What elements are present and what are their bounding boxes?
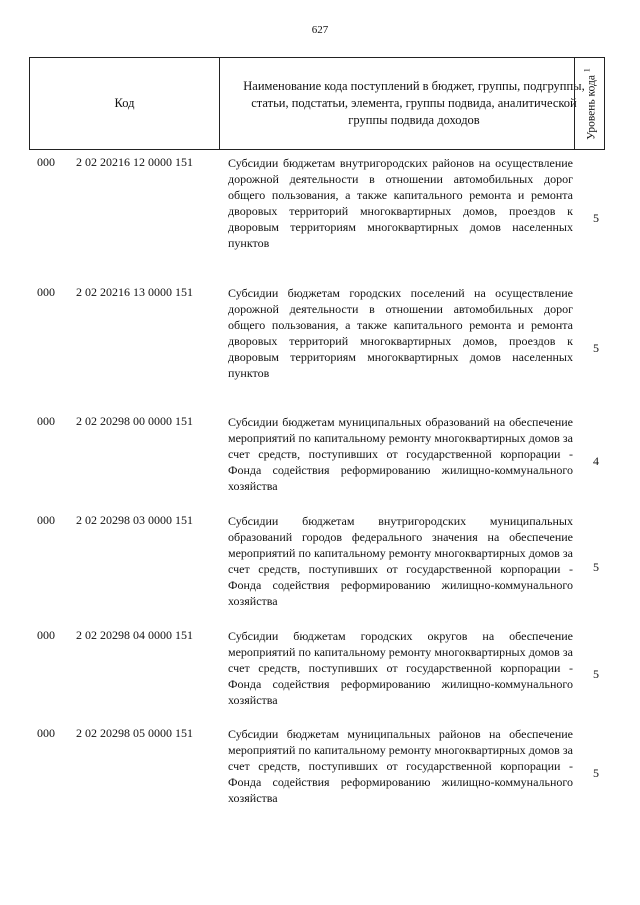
table-row [29, 628, 605, 708]
row-income-code: 2 02 20216 12 0000 151 [76, 155, 193, 169]
row-level: 5 [593, 211, 599, 225]
row-level: 5 [593, 667, 599, 681]
row-income-code: 2 02 20298 04 0000 151 [76, 628, 193, 642]
header-code: Код [30, 58, 220, 149]
row-admin-code: 000 [37, 155, 55, 169]
header-level-text: Уровень кода [584, 74, 597, 140]
row-income-code: 2 02 20298 03 0000 151 [76, 513, 193, 527]
row-admin-code: 000 [37, 726, 55, 740]
table-row [29, 155, 605, 267]
row-level: 4 [593, 454, 599, 468]
row-income-code: 2 02 20298 05 0000 151 [76, 726, 193, 740]
table-header [29, 57, 605, 150]
row-description: Субсидии бюджетам муниципальных образований на обеспечение мероприятий по капитальному ремонту многоквартирных домов за счет средств, поступивших от государственной корпорации - Фонда содействия реформированию жилищно-коммунального хозяйства [228, 415, 573, 493]
row-level: 5 [593, 560, 599, 574]
row-admin-code: 000 [37, 285, 55, 299]
row-income-code: 2 02 20216 13 0000 151 [76, 285, 193, 299]
row-description: Субсидии бюджетам внутригородских районов на осуществление дорожной деятельности в отношении автомобильных дорог общего пользования, а также капитального ремонта и ремонта дворовых территорий многоквартирных домов, проездов к дворовым территориям многоквартирных домов населенных пунктов [228, 156, 573, 250]
table-row [29, 726, 605, 806]
page-number: 627 [311, 24, 329, 36]
row-admin-code: 000 [37, 414, 55, 428]
row-admin-code: 000 [37, 513, 55, 527]
table-row [29, 513, 605, 609]
row-income-code: 2 02 20298 00 0000 151 [76, 414, 193, 428]
row-description: Субсидии бюджетам муниципальных районов на обеспечение мероприятий по капитальному ремонту многоквартирных домов за счет средств, поступивших от государственной корпорации - Фонда содействия реформированию жилищно-коммунального хозяйства [228, 727, 573, 805]
row-description: Субсидии бюджетам городских поселений на осуществление дорожной деятельности в отношении автомобильных дорог общего пользования, а также капитального ремонта и ремонта дворовых территорий многоквартирных домов, проездов к дворовым территориям многоквартирных домов населенных пунктов [228, 286, 573, 380]
table-row [29, 414, 605, 494]
table-row [29, 285, 605, 397]
row-description: Субсидии бюджетам городских округов на обеспечение мероприятий по капитальному ремонту многоквартирных домов за счет средств, поступивших от государственной корпорации - Фонда содействия реформированию жилищно-коммунального хозяйства [228, 629, 573, 707]
header-level-footnote: 1 [582, 67, 592, 72]
row-description: Субсидии бюджетам внутригородских муниципальных образований городов федерального значения на обеспечение мероприятий по капитальному ремонту многоквартирных домов за счет средств, поступивших от государственной корпорации - Фонда содействия реформированию жилищно-коммунального хозяйства [228, 514, 573, 608]
header-level [574, 58, 604, 149]
row-level: 5 [593, 341, 599, 355]
row-admin-code: 000 [37, 628, 55, 642]
row-level: 5 [593, 766, 599, 780]
header-name: Наименование кода поступлений в бюджет, группы, подгруппы, статьи, подстатьи, элемента, группы подвида, аналитической группы подвида доходов [243, 79, 585, 127]
header-level-label [582, 68, 597, 140]
